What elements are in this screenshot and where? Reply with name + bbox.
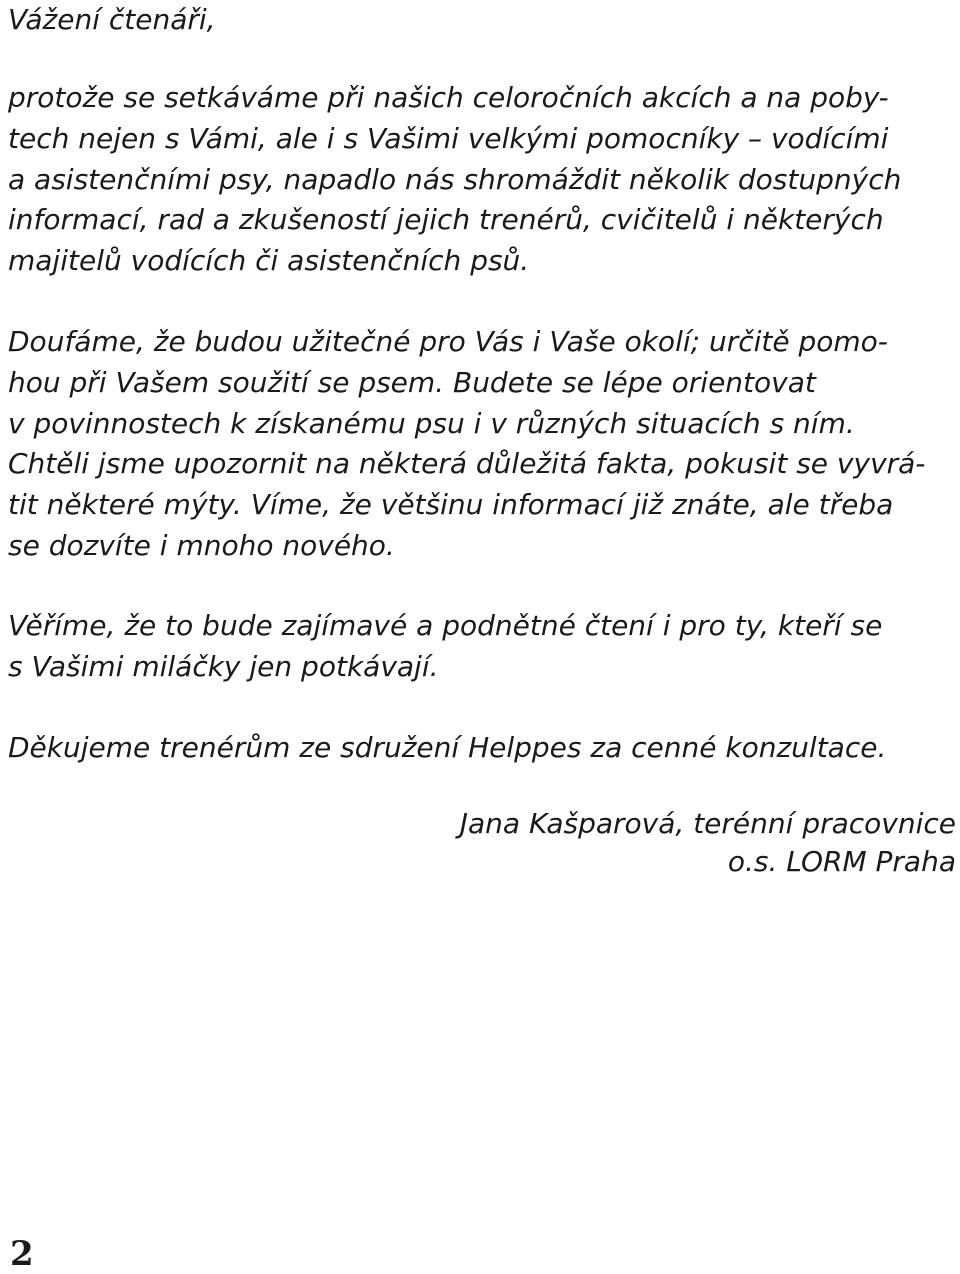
paragraph-line: tech nejen s Vámi, ale i s Vašimi velkými pomocníky – vodícími: [8, 121, 889, 155]
paragraph-intro: [8, 78, 901, 282]
paragraph-line: Chtěli jsme upozornit na některá důležitá fakta, pokusit se vyvrá-: [8, 447, 926, 481]
paragraph-line: se dozvíte i mnoho nového.: [8, 528, 395, 562]
paragraph-line: Doufáme, že budou užitečné pro Vás i Vaše okolí; určitě pomo-: [8, 325, 888, 358]
document-page: [8, 0, 956, 1272]
signature-name-role: Jana Kašparová, terénní pracovnice: [459, 807, 956, 840]
paragraph-line: informací, rad a zkušeností jejich trenérů, cvičitelů i některých: [8, 203, 884, 237]
paragraph-line: majitelů vodících či asistenčních psů.: [8, 244, 530, 278]
paragraph-line: protože se setkáváme při našich celoročních akcích a na poby-: [8, 81, 889, 114]
greeting-heading: Vážení čtenáři,: [8, 3, 216, 36]
paragraph-thanks: [8, 728, 886, 769]
paragraph-line: Věříme, že to bude zajímavé a podnětné čtení i pro ty, kteří se: [8, 609, 883, 642]
paragraph-line: s Vašimi miláčky jen potkávají.: [8, 649, 439, 683]
paragraph-line: v povinnostech k získanému psu i v různých situacích s ním.: [8, 406, 855, 440]
paragraph-purpose: [8, 322, 925, 567]
signature-organization: o.s. LORM Praha: [727, 845, 956, 878]
paragraph-line: a asistenčními psy, napadlo nás shromáždit několik dostupných: [8, 162, 902, 196]
paragraph-line: tit některé mýty. Víme, že většinu informací již znáte, ale třeba: [8, 488, 894, 522]
page-number: 2: [10, 1234, 34, 1274]
paragraph-line: Děkujeme trenérům ze sdružení Helppes za cenné konzultace.: [8, 731, 887, 764]
signature-block: [460, 805, 956, 881]
paragraph-hope: [8, 606, 882, 688]
paragraph-line: hou při Vašem soužití se psem. Budete se lépe orientovat: [8, 365, 816, 399]
